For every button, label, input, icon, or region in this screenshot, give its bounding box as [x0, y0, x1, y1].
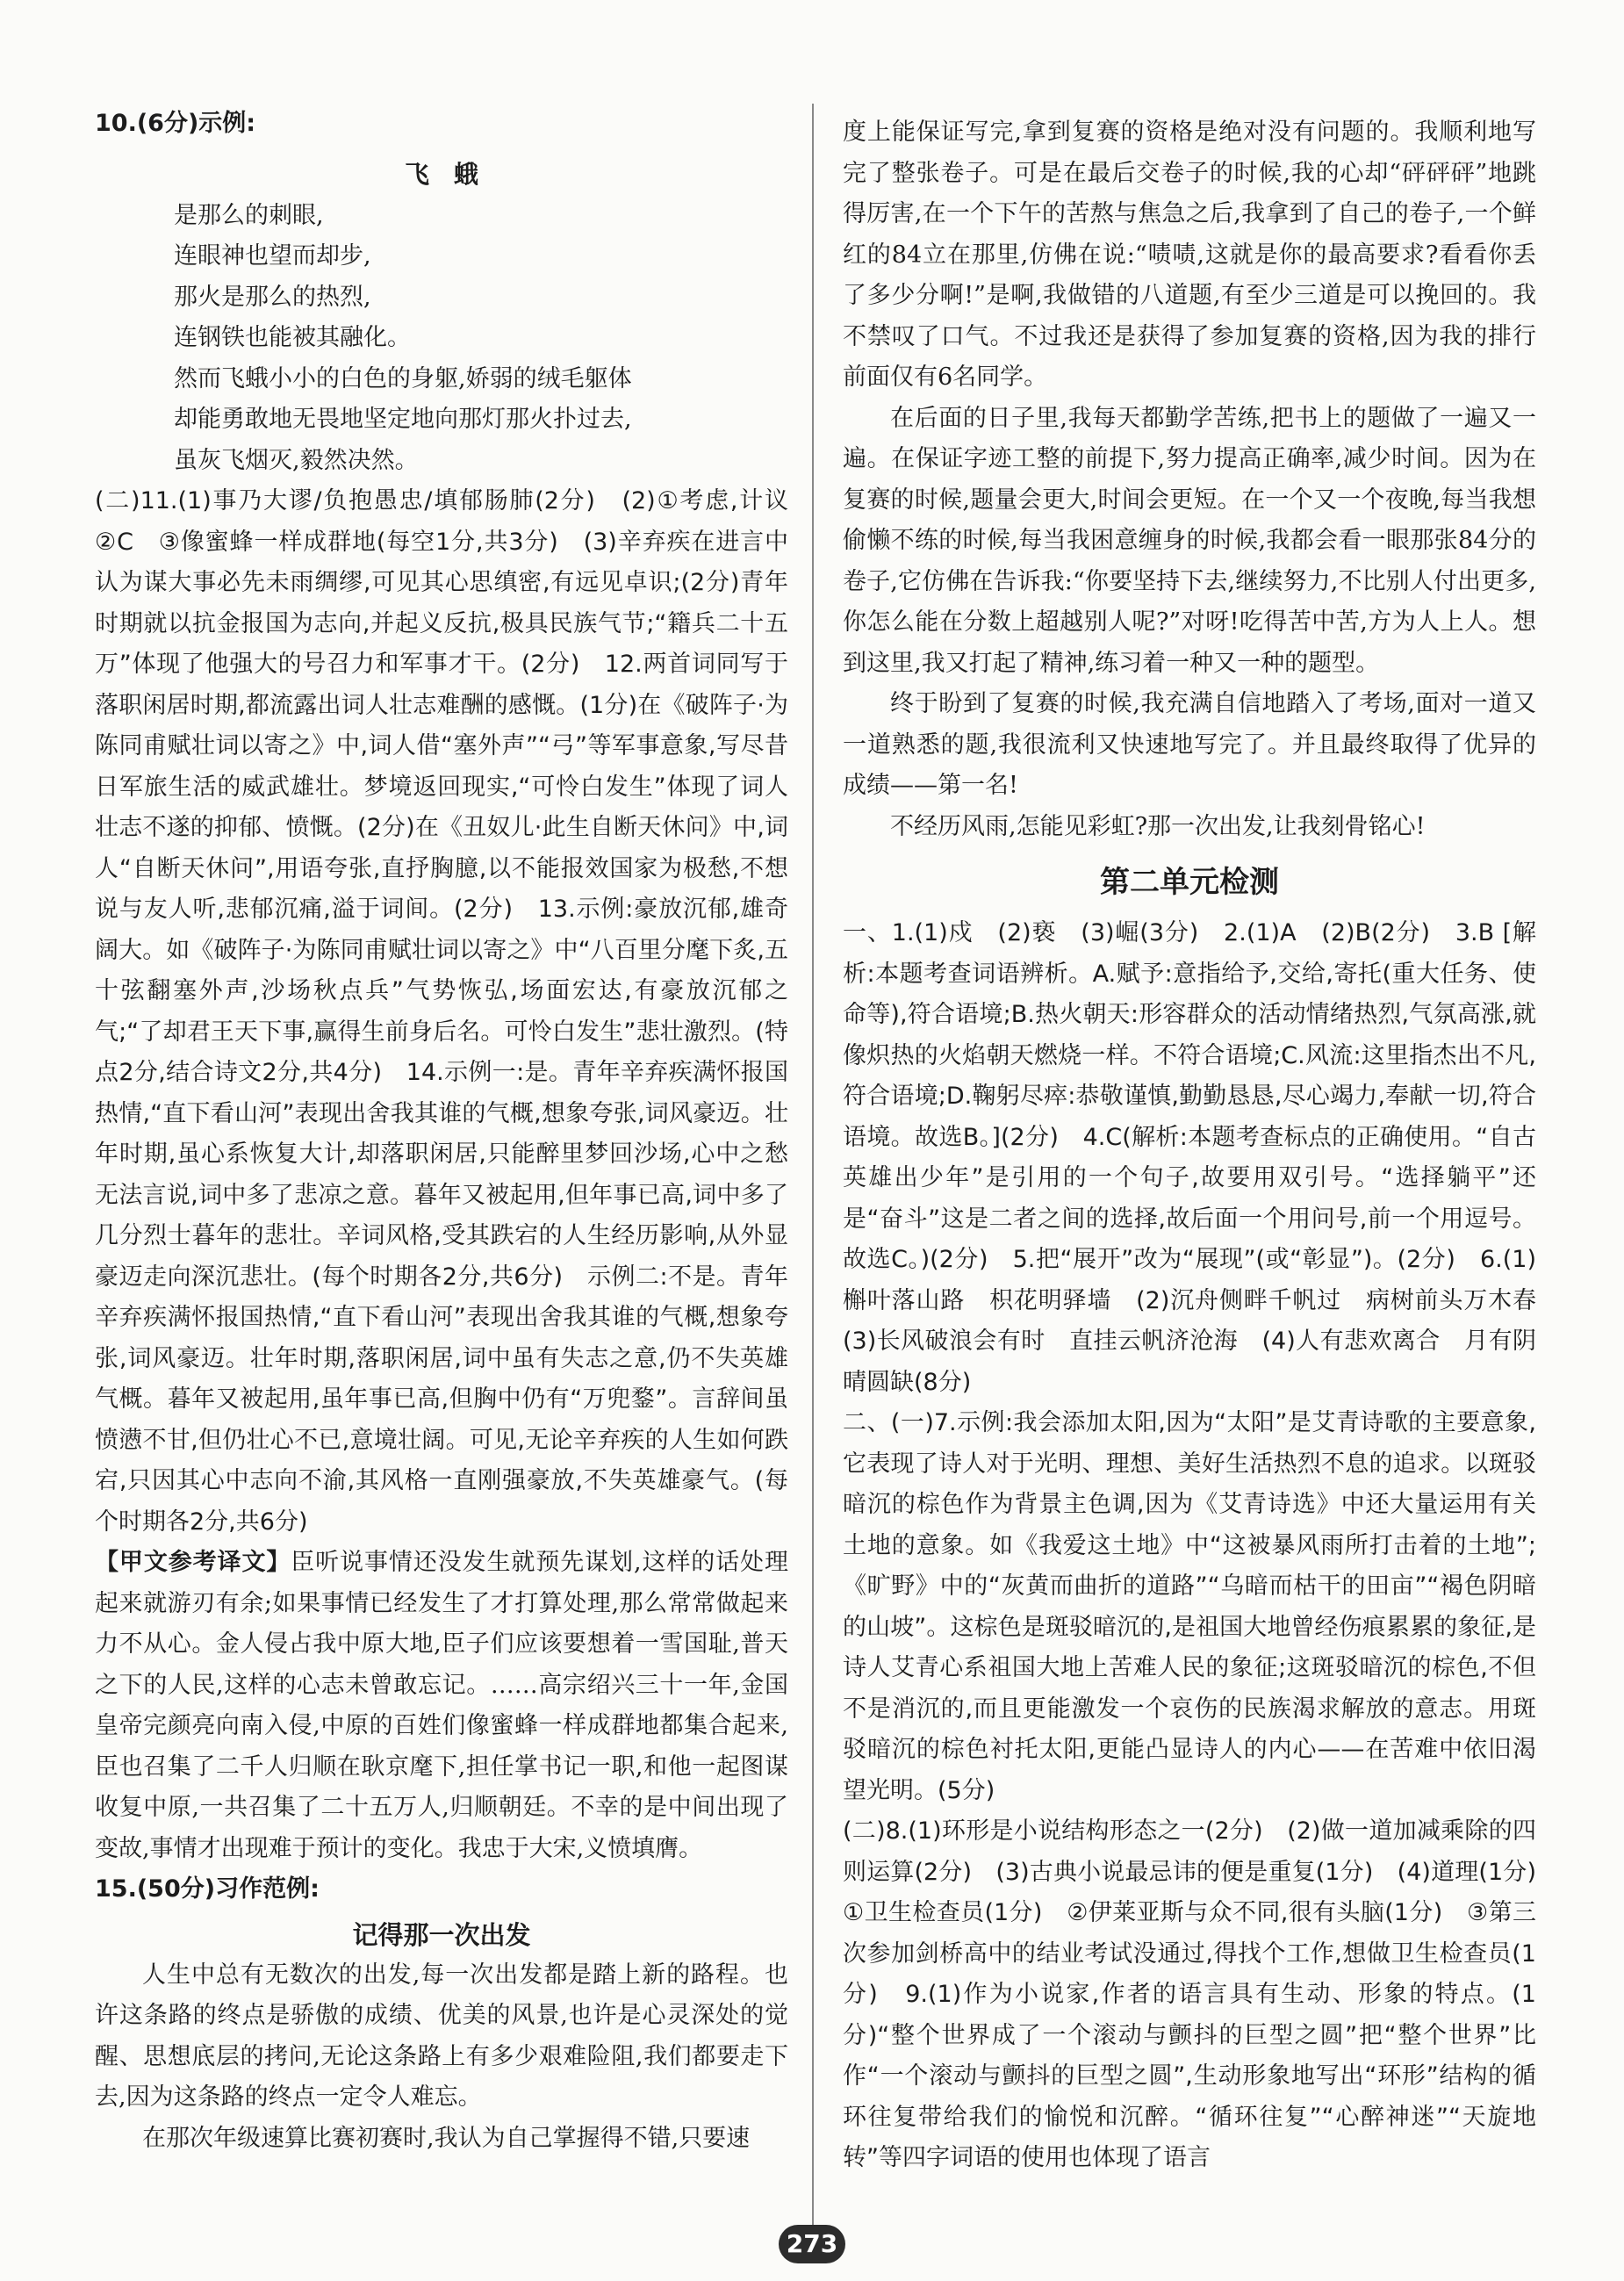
poem-line: 连钢铁也能被其融化。: [174, 324, 411, 351]
left-column: [95, 104, 812, 2159]
essay-paragraph: 在后面的日子里,我每天都勤学苦练,把书上的题做了一遍又一遍。在保证字迹工整的前提下,努力提高正确率,减少时间。因为在复赛的时候,题量会更大,时间会更短。在一个又一个夜晚,每当我想偷懒不练的时候,每当我困意缠身的时候,我都会看一眼那张84分的卷子,它仿佛在告诉我:“你要坚持下去,继续努力,不比别人付出更多,你怎么能在分数上超越别人呢?”对呀!吃得苦中苦,方为人上人。想到这里,我又打起了精神,练习着一种又一种的题型。: [843, 404, 1536, 677]
poem-line: 是那么的刺眼,: [174, 201, 324, 229]
poem-line: 连眼神也望而却步,: [174, 242, 371, 270]
poem-line: 然而飞蛾小小的白色的身躯,娇弱的绒毛躯体: [174, 364, 632, 392]
right-column: [843, 112, 1560, 2179]
poem: [95, 196, 788, 482]
q15-heading: 15.(50分)习作范例:: [95, 1875, 320, 1903]
unit-part1-answers: 一、1.(1)戍 (2)亵 (3)崛(3分) 2.(1)A (2)B(2分) 3.B [解析:本题考查词语辨析。A.赋予:意指给予,交给,寄托(重大任务、使命等),符合语境;B.热火朝天:形容群众的活动情绪热烈,气氛高涨,就像炽热的火焰朝天燃烧一样。不符合语境;C.风流:这里指杰出不凡,符合语境;D.鞠躬尽瘁:恭敬谨慎,勤勤恳恳,尽心竭力,奉献一切,符合语境。故选B。](2分) 4.C(解析:本题考查标点的正确使用。“自古英雄出少年”是引用的一个句子,故要用双引号。“选择躺平”还是“奋斗”这是二者之间的选择,故后面一个用问号,前一个用逗号。故选C。)(2分) 5.把“展开”改为“展现”(或“彰显”)。(2分) 6.(1)槲叶落山路 枳花明驿墙 (2)沉舟侧畔千帆过 病树前头万木春 (3)长风破浪会有时 直挂云帆济沧海 (4)人有悲欢离合 月有阴晴圆缺(8分): [843, 919, 1560, 1396]
essay-title: 记得那一次出发: [352, 1919, 531, 1950]
translation-text: 臣听说事情还没发生就预先谋划,这样的话处理起来就游刃有余;如果事情已经发生了才打算处理,那么常常做起来力不从心。金人侵占我中原大地,臣子们应该要想着一雪国耻,普天之下的人民,这样的心志未曾敢忘记。……高宗绍兴三十一年,金国皇帝完颜亮向南入侵,中原的百姓们像蜜蜂一样成群地都集合起来,臣也召集了二千人归顺在耿京麾下,担任掌书记一职,和他一起图谋收复中原,一共召集了二十五万人,归顺朝廷。不幸的是中间出现了变故,事情才出现难于预计的变化。我忠于大宋,义愤填膺。: [95, 1549, 788, 1862]
poem-title: 飞 蛾: [404, 159, 478, 189]
unit-title: 第二单元检测: [1100, 865, 1279, 900]
unit-part2b-answers: (二)8.(1)环形是小说结构形态之一(2分) (2)做一道加减乘除的四则运算(2分) (3)古典小说最忌讳的便是重复(1分) (4)道理(1分) ①卫生检查员(1分) ②伊莱亚斯与众不同,很有头脑(1分) ③第三次参加剑桥高中的结业考试没通过,得找个工作,想做卫生检查员(1分) 9.(1)作为小说家,作者的语言具有生动、形象的特点。(1分)“整个世界成了一个滚动与颤抖的巨型之圆”把“整个世界”比作“一个滚动与颤抖的巨型之圆”,生动形象地写出“环形”结构的循环往复带给我们的愉悦和沉醉。“循环往复”“心醉神迷”“天旋地转”等四字词语的使用也体现了语言: [843, 1817, 1560, 2171]
essay-paragraph: 人生中总有无数次的出发,每一次出发都是踏上新的路程。也许这条路的终点是骄傲的成绩、优美的风景,也许是心灵深处的觉醒、思想底层的拷问,无论这条路上有多少艰难险阻,我们都要走下去,因为这条路的终点一定令人难忘。: [95, 1961, 788, 2111]
q10-heading: 10.(6分)示例:: [95, 110, 256, 137]
translation-block: [95, 1543, 788, 1869]
essay-paragraph: 在那次年级速算比赛初赛时,我认为自己掌握得不错,只要速: [142, 2124, 751, 2152]
poem-line: 那火是那么的热烈,: [174, 283, 371, 311]
translation-label: 【甲文参考译文】: [95, 1549, 291, 1576]
poem-line: 却能勇敢地无畏地坚定地向那灯那火扑过去,: [174, 406, 632, 433]
page-number: 273: [779, 2225, 845, 2263]
part2-answers: (二)11.(1)事乃大谬/负抱愚忠/填郁肠肺(2分) (2)①考虑,计议 ②C ③像蜜蜂一样成群地(每空1分,共3分) (3)辛弃疾在进言中认为谋大事必先未雨绸缪,可见其心思缜密,有远见卓识;(2分)青年时期就以抗金报国为志向,并起义反抗,极具民族气节;“籍兵二十五万”体现了他强大的号召力和军事才干。(2分) 12.两首词同写于落职闲居时期,都流露出词人壮志难酬的感慨。(1分)在《破阵子·为陈同甫赋壮词以寄之》中,词人借“塞外声”“弓”等军事意象,写尽昔日军旅生活的威武雄壮。梦境返回现实,“可怜白发生”体现了词人壮志不遂的抑郁、愤慨。(2分)在《丑奴儿·此生自断天休问》中,词人“自断天休问”,用语夸张,直抒胸臆,以不能报效国家为极愁,不想说与友人听,悲郁沉痛,溢于词间。(2分) 13.示例:豪放沉郁,雄奇阔大。如《破阵子·为陈同甫赋壮词以寄之》中“八百里分麾下炙,五十弦翻塞外声,沙场秋点兵”气势恢弘,场面宏达,有豪放沉郁之气;“了却君王天下事,赢得生前身后名。可怜白发生”悲壮激烈。(特点2分,结合诗文2分,共4分) 14.示例一:是。青年辛弃疾满怀报国热情,“直下看山河”表现出舍我其谁的气概,想象夸张,词风豪迈。壮年时期,虽心系恢复大计,却落职闲居,只能醉里梦回沙场,心中之愁无法言说,词中多了悲凉之意。暮年又被起用,但年事已高,词中多了几分烈士暮年的悲壮。辛词风格,受其跌宕的人生经历影响,从外显豪迈走向深沉悲壮。(每个时期各2分,共6分) 示例二:不是。青年辛弃疾满怀报国热情,“直下看山河”表现出舍我其谁的气概,想象夸张,词风豪迈。壮年时期,落职闲居,词中虽有失志之意,仍不失英雄气概。暮年又被起用,虽年事已高,但胸中仍有“万兜鍪”。言辞间虽愤懑不甘,但仍壮心不已,意境壮阔。可见,无论辛弃疾的人生如何跌宕,只因其心中志向不渝,其风格一直刚强豪放,不失英雄豪气。(每个时期各2分,共6分): [95, 487, 812, 1536]
unit-part2a-answers: 二、(一)7.示例:我会添加太阳,因为“太阳”是艾青诗歌的主要意象,它表现了诗人对于光明、理想、美好生活热烈不息的追求。以斑驳暗沉的棕色作为背景主色调,因为《艾青诗选》中还大量运用有关土地的意象。如《我爱这土地》中“这被暴风雨所打击着的土地”;《旷野》中的“灰黄而曲折的道路”“乌暗而枯干的田亩”“褐色阴暗的山坡”。这棕色是斑驳暗沉的,是祖国大地曾经伤痕累累的象征,是诗人艾青心系祖国大地上苦难人民的象征;这斑驳暗沉的棕色,不但不是消沉的,而且更能激发一个哀伤的民族渴求解放的意志。用斑驳暗沉的棕色衬托太阳,更能凸显诗人的内心——在苦难中依旧渴望光明。(5分): [843, 1409, 1536, 1804]
essay-paragraph: 不经历风雨,怎能见彩虹?那一次出发,让我刻骨铭心!: [890, 812, 1426, 840]
poem-line: 虽灰飞烟灭,毅然决然。: [174, 446, 419, 474]
essay-paragraph: 终于盼到了复赛的时候,我充满自信地踏入了考场,面对一道又一道熟悉的题,我很流利又快速地写完了。并且最终取得了优异的成绩——第一名!: [843, 690, 1536, 799]
column-divider: [812, 104, 814, 2228]
essay-paragraph: 度上能保证写完,拿到复赛的资格是绝对没有问题的。我顺利地写完了整张卷子。可是在最后交卷子的时候,我的心却“砰砰砰”地跳得厉害,在一个下午的苦熬与焦急之后,我拿到了自己的卷子,一个鲜红的84立在那里,仿佛在说:“啧啧,这就是你的最高要求?看看你丢了多少分啊!”是啊,我做错的八道题,有至少三道是可以挽回的。我不禁叹了口气。不过我还是获得了参加复赛的资格,因为我的排行前面仅有6名同学。: [843, 119, 1536, 391]
